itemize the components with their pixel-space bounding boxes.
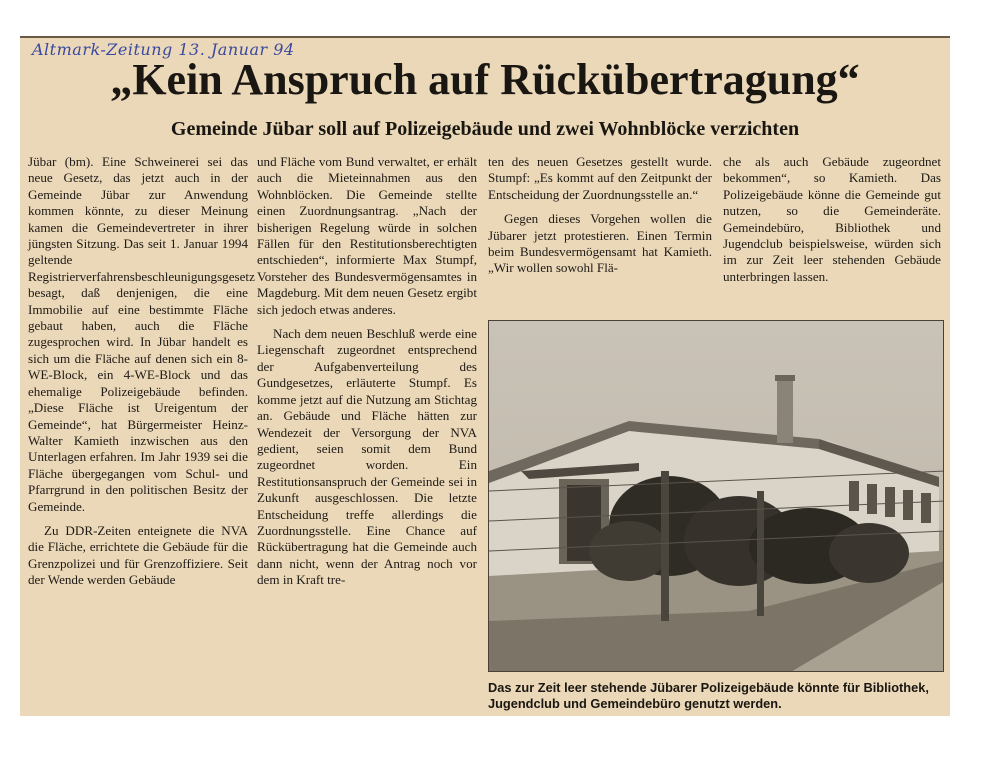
article-headline: „Kein Anspruch auf Rückübertragung“ xyxy=(110,55,860,104)
article-column-4 xyxy=(723,154,941,285)
article-column-3 xyxy=(488,154,712,277)
photo-caption: Das zur Zeit leer stehende Jübarer Polizeigebäude könnte für Bibliothek, Jugendclub und Gemeindebüro genutzt werden. xyxy=(488,680,929,711)
handwritten-source-note: Altmark-Zeitung 13. Januar 94 xyxy=(32,40,295,59)
building-illustration xyxy=(489,321,944,672)
paragraph: Zu DDR-Zeiten enteignete die NVA die Fläche, errichtete die Gebäude für die Grenzpolizei und für Grenzoffiziere. Seit der Wende werden Gebäude xyxy=(28,522,248,588)
paragraph: und Fläche vom Bund verwaltet, er erhält auch die Mieteinnahmen aus den Wohnblöcken. Die Gemeinde stellte einen Zuordnungsantrag. „Nach der bisherigen Regelung würde in solchen Fällen für den Restitutionsberechtigten entschieden“, informierte Max Stumpf, Vorsteher des Bundesvermögensamtes in Magdeburg. Mit dem neuen Gesetz ergibt sich jedoch etwas anderes. xyxy=(257,154,477,317)
police-building-photo xyxy=(488,320,944,672)
article-subheadline: Gemeinde Jübar soll auf Polizeigebäude und zwei Wohnblöcke verzichten xyxy=(170,118,800,140)
paragraph: Jübar (bm). Eine Schweinerei sei das neue Gesetz, das jetzt auch in der Gemeinde Jübar zur Anwendung kommen könnte, zu dieser Meinung kamen die Gemeindevertreter in ihrer jüngsten Sitzung. Das seit 1. Januar 1994 geltende Registrierverfahrensbeschleunigungsgesetz besagt, daß denjenigen, die eine Immobilie auf eine bestimmte Fläche gebaut haben, auch die Fläche zugesprochen wird. In Jübar handelt es sich um die Fläche auf denen sich ein 8-WE-Block, ein 4-WE-Block und das ehemalige Polizeigebäude befinden. „Diese Fläche ist Ureigentum der Gemeinde“, hat Bürgermeister Heinz-Walter Kamieth inzwischen aus den Unterlagen erfahren. Im Jahr 1939 sei die Fläche übergegangen vom Schul- und Pfarrgrund in den politischen Besitz der Gemeinde. xyxy=(28,154,255,514)
newspaper-clipping xyxy=(20,36,950,716)
paragraph: Nach dem neuen Beschluß werde eine Liegenschaft zugeordnet entsprechend der Aufgabenverteilung des Gundgesetzes, erläuterte Stumpf. Es komme jetzt auf die Nutzung am Stichtag an. Gebäude und Fläche hätten zur Wendezeit der Versorgung der NVA gedient, seien somit dem Bund zugeordnet worden. Ein Restitutionsanspruch der Gemeinde sei in Zukunft ausgeschlossen. Die letzte Entscheidung treffe allerdings die Zuordnungsstelle. Eine Chance auf Rückübertragung hat die Gemeinde auch dann nicht, wenn der Antrag noch vor dem in Kraft tre- xyxy=(257,326,477,588)
article-column-1 xyxy=(28,154,255,589)
article-column-2 xyxy=(257,154,477,589)
paragraph: che als auch Gebäude zugeordnet bekommen“, so Kamieth. Das Polizeigebäude könne die Gemeinde gut nutzen, so die Gemeinderäte. Gemeindebüro, Bibliothek und Jugendclub beispielsweise, würden sich im zur Zeit leer stehenden Gebäude unterbringen lassen. xyxy=(723,154,941,284)
paragraph: Gegen dieses Vorgehen wollen die Jübarer jetzt protestieren. Einen Termin beim Bundesvermögensamt hat Kamieth. „Wir wollen sowohl Flä- xyxy=(488,211,712,276)
paragraph: ten des neuen Gesetzes gestellt wurde. Stumpf: „Es kommt auf den Zeitpunkt der Entscheidung der Zuordnungsstelle an.“ xyxy=(488,154,712,202)
